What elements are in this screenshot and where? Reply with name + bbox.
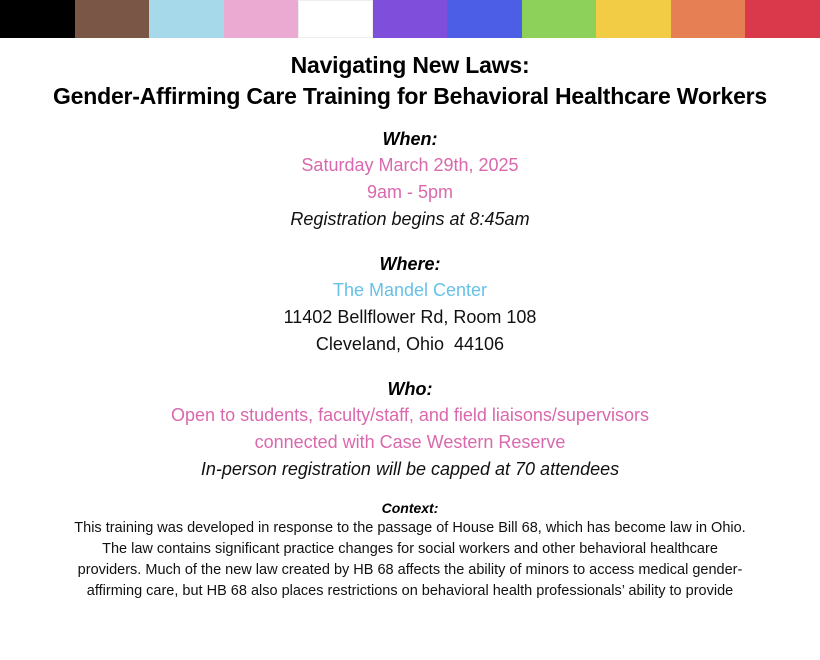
registration-time: Registration begins at 8:45am (290, 209, 530, 229)
context-line: providers. Much of the new law created by HB 68 affects the ability of minors to access medical gender- (77, 562, 743, 578)
event-time: 9am - 5pm (366, 182, 454, 202)
flyer-content (0, 38, 820, 602)
stripe-light-blue (149, 0, 224, 38)
stripe-pink (224, 0, 299, 38)
stripe-purple (373, 0, 448, 38)
stripe-yellow (596, 0, 671, 38)
context-line: The law contains significant practice changes for social workers and other behavioral healthcare (102, 541, 718, 557)
context-line: This training was developed in response to the passage of House Bill 68, which has become law in Ohio. (74, 520, 746, 536)
stripe-black (0, 0, 75, 38)
attendance-cap: In-person registration will be capped at 70 attendees (200, 459, 620, 479)
where-heading: Where: (379, 254, 441, 274)
stripe-red (745, 0, 820, 38)
stripe-brown (75, 0, 150, 38)
audience-line-1: Open to students, faculty/staff, and field liaisons/supervisors (171, 405, 649, 425)
stripe-white (298, 0, 373, 38)
stripe-blue (447, 0, 522, 38)
page-title-line-2: Gender-Affirming Care Training for Behavioral Healthcare Workers (52, 83, 768, 109)
event-date: Saturday March 29th, 2025 (301, 155, 519, 175)
stripe-green (522, 0, 597, 38)
when-heading: When: (382, 129, 438, 149)
stripe-orange (671, 0, 746, 38)
page-title-line-1: Navigating New Laws: (290, 52, 530, 78)
who-heading: Who: (387, 379, 433, 399)
context-line: affirming care, but HB 68 also places restrictions on behavioral health professionals’ ability to provide (86, 583, 734, 599)
venue-name: The Mandel Center (332, 280, 488, 300)
address-line-1: 11402 Bellflower Rd, Room 108 (283, 307, 537, 327)
context-heading: Context: (381, 500, 439, 516)
pride-color-stripe-bar (0, 0, 820, 38)
context-paragraph (0, 518, 820, 602)
audience-line-2: connected with Case Western Reserve (254, 432, 566, 452)
address-line-2: Cleveland, Ohio 44106 (315, 334, 505, 354)
